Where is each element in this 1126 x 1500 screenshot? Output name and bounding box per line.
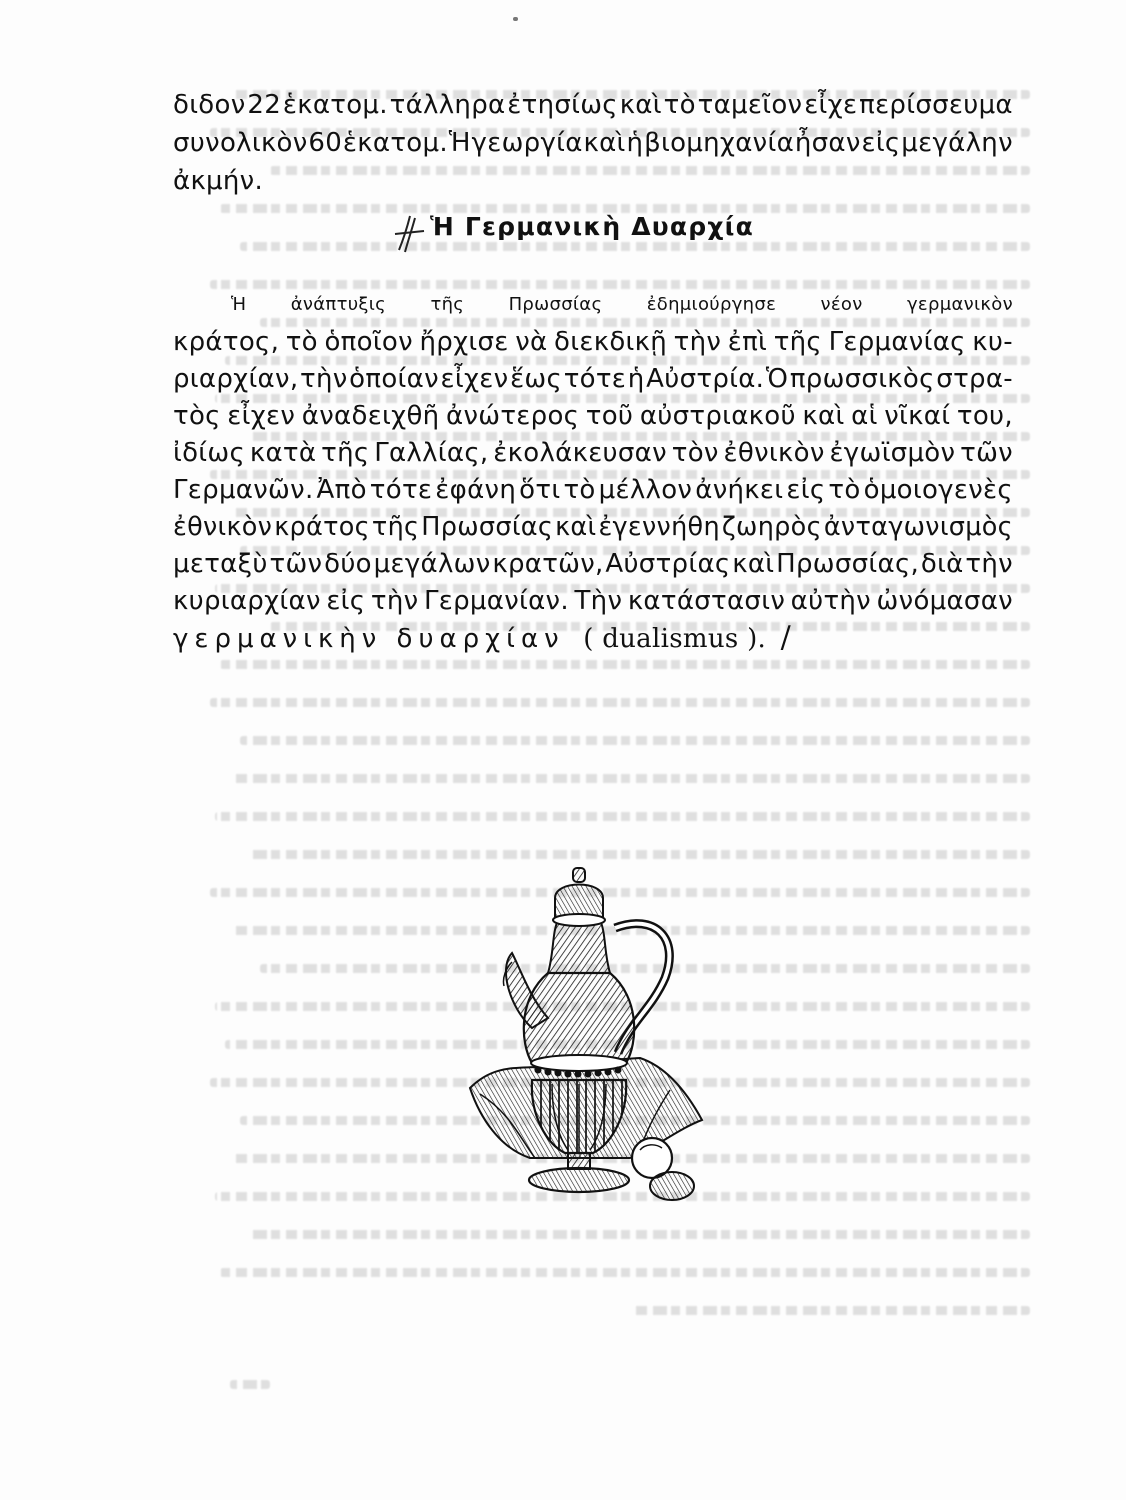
text-line: [231, 288, 1013, 322]
word: εἰς: [861, 128, 901, 158]
word: αὐτὴν: [790, 586, 872, 616]
word: ὅτι: [519, 475, 561, 505]
line-text: [173, 436, 1013, 470]
word: ἐθνικὸν: [173, 512, 273, 542]
word: μεγάλων: [373, 549, 491, 579]
word: κατὰ: [249, 438, 317, 468]
word: ζωηρὸς: [721, 512, 822, 542]
word: Γερμανῶν.: [173, 475, 314, 505]
word: τὸν: [671, 438, 719, 468]
word: τὴν: [673, 327, 722, 357]
word: τῆς: [773, 327, 822, 357]
handwritten-section-mark-icon: [393, 214, 427, 254]
word: Πρωσσίας,: [776, 549, 920, 579]
latin-parenthetical: ( dualismus ).: [583, 624, 767, 654]
word: Αὐστρία.: [646, 364, 765, 394]
word: τότε: [369, 475, 433, 505]
line-text: [173, 362, 1013, 396]
word: Ὁ: [765, 364, 789, 394]
word: του,: [956, 401, 1013, 431]
word: τότε: [563, 364, 627, 394]
handwritten-closing-mark: /: [780, 620, 792, 655]
text-line: [173, 88, 1013, 122]
word: συνολικὸν: [173, 128, 308, 158]
word: εἶχε: [804, 90, 858, 120]
word: τῆς: [371, 512, 420, 542]
word: κράτος,: [173, 327, 280, 357]
word: ταμεῖον: [697, 90, 803, 120]
word: κρατῶν,: [492, 549, 604, 579]
word: κυριαρχίαν: [173, 586, 321, 616]
line-text: [173, 473, 1013, 507]
word: ὁποῖον: [324, 327, 413, 357]
word: Πρωσσίας: [421, 512, 554, 542]
word: γερμανικὸν: [906, 294, 1013, 315]
word: ἐγεννήθη: [598, 512, 720, 542]
word: ἡ: [627, 364, 645, 394]
word: ὠνόμασαν: [876, 586, 1013, 616]
word: Ἡ: [231, 294, 247, 315]
word: γεωργία: [471, 128, 583, 158]
text-line: [173, 362, 1013, 396]
line-text: [231, 288, 1013, 322]
word: διὰ: [920, 549, 964, 579]
word: Τὴν: [574, 586, 623, 616]
text-line: [173, 399, 1013, 433]
word: δύο: [324, 549, 372, 579]
word: Πρωσσίας: [508, 294, 603, 315]
line-text: ἀκμήν.: [173, 166, 264, 196]
word: Γερμανίαν.: [423, 586, 569, 616]
word: ἐτησίως: [507, 90, 618, 120]
section-title: Ἡ Γερμανικὴ Δυαρχία: [430, 212, 754, 241]
word: διεκδικῇ: [554, 327, 668, 357]
word: νέον: [820, 294, 863, 315]
ewer-vignette-illustration: [440, 858, 710, 1218]
word: ἐθνικὸν: [723, 438, 825, 468]
word: ἀνώτερος: [446, 401, 580, 431]
word: τὴν: [370, 586, 419, 616]
spaced-term: γερμανικὴν δυαρχίαν: [173, 624, 565, 654]
word: καὶ: [619, 90, 662, 120]
word: ἤρχισε: [419, 327, 509, 357]
word: Γαλλίας,: [374, 438, 489, 468]
word: αὐστριακοῦ: [639, 401, 796, 431]
text-line: [173, 325, 1013, 359]
word: ἐπὶ: [727, 327, 768, 357]
line-text: [173, 547, 1013, 581]
word: τάλληρα: [389, 90, 506, 120]
word: εἰς: [326, 586, 366, 616]
line-text: [173, 88, 1013, 122]
line-text: [173, 584, 1013, 618]
text-line: [173, 473, 1013, 507]
word: τὸ: [563, 475, 596, 505]
line-text: [173, 325, 1013, 359]
word: 22: [247, 90, 282, 120]
text-line-final: [173, 621, 1013, 655]
word: Αὐστρίας: [605, 549, 731, 579]
word: τῆς: [321, 438, 370, 468]
text-line: [173, 510, 1013, 544]
paper-speck: [513, 17, 518, 21]
word: αἱ: [851, 401, 878, 431]
word: ἀνήκει: [695, 475, 784, 505]
line-text: [173, 399, 1013, 433]
word: ἦσαν: [794, 128, 861, 158]
word: τὴν: [300, 364, 348, 394]
word: 60: [308, 128, 343, 158]
word: ἑκατομ.: [282, 90, 388, 120]
word: ἐφάνη: [435, 475, 517, 505]
word: καὶ: [583, 128, 626, 158]
text-line: [173, 126, 1013, 160]
word: τῶν: [269, 549, 323, 579]
word: εἰς: [786, 475, 826, 505]
word: ἑκατομ.: [342, 128, 448, 158]
word: ἡ: [626, 128, 644, 158]
text-line: [173, 164, 1013, 198]
text-line: [173, 547, 1013, 581]
word: ἐγωϊσμὸν: [829, 438, 956, 468]
word: ὁμοιογενὲς: [863, 475, 1013, 505]
word: ἐδημιούργησε: [646, 294, 777, 315]
word: κυ-: [972, 327, 1013, 357]
word: καὶ: [555, 512, 597, 542]
word: τὸ: [663, 90, 696, 120]
word: πρωσσικὸς: [789, 364, 935, 394]
word: τὸ: [828, 475, 861, 505]
word: καὶ: [732, 549, 775, 579]
word: ἀναδειχθῆ: [301, 401, 440, 431]
text-line: [173, 436, 1013, 470]
word: εἶχεν: [227, 401, 296, 431]
word: στρα-: [936, 364, 1013, 394]
word: ἕως: [510, 364, 563, 394]
text-line: [173, 584, 1013, 618]
word: εἶχεν: [440, 364, 509, 394]
word: Ἡ: [448, 128, 471, 158]
word: κατάστασιν: [627, 586, 786, 616]
word: τὴν: [965, 549, 1013, 579]
word: νῖκαί: [884, 401, 951, 431]
word: τὸ: [285, 327, 318, 357]
line-text: [173, 510, 1013, 544]
word: Ἀπὸ: [316, 475, 367, 505]
word: τῶν: [960, 438, 1013, 468]
word: ἀνταγωνισμὸς: [823, 512, 1013, 542]
word: τὸς: [173, 401, 221, 431]
word: βιομηχανία: [644, 128, 795, 158]
word: καὶ: [802, 401, 845, 431]
word: κράτος: [274, 512, 370, 542]
word: περίσσευμα: [859, 90, 1013, 120]
word: μεγάλην: [901, 128, 1013, 158]
word: ριαρχίαν,: [173, 364, 299, 394]
word: μεταξὺ: [173, 549, 268, 579]
word: νὰ: [515, 327, 548, 357]
word: ἀνάπτυξις: [290, 294, 387, 315]
line-text: [173, 126, 1013, 160]
word: ἐκολάκευσαν: [493, 438, 667, 468]
word: μέλλον: [598, 475, 693, 505]
word: ἰδίως: [173, 438, 246, 468]
word: ὁποίαν: [349, 364, 439, 394]
word: τοῦ: [585, 401, 634, 431]
word: τῆς: [430, 294, 465, 315]
word: Γερμανίας: [828, 327, 966, 357]
word: διδον: [173, 90, 246, 120]
